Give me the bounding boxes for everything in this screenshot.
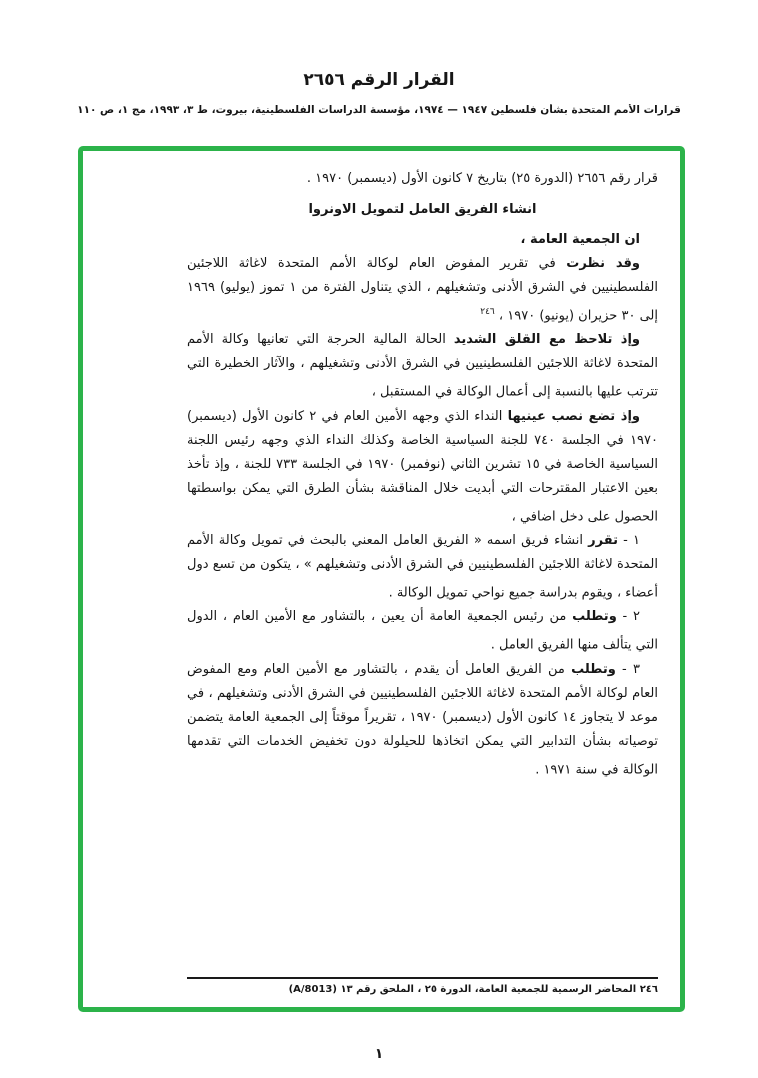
paragraph (187, 658, 658, 782)
paragraph-number: ١ - (617, 532, 640, 548)
paragraph-lead: تقرر (588, 532, 618, 548)
source-citation: قرارات الأمم المتحدة بشأن فلسطين ١٩٤٧ — ١٩٧٤، مؤسسة الدراسات الفلسطينية، بيروت، ط ٣، ١٩٩٣، مج ١، ص ١١٠ (77, 104, 681, 116)
paragraph-text: في تقرير المفوض العام لوكالة الأمم المتحدة لاغاثة اللاجئين الفلسطينيين في الشرق الأدنى وتشغيلهم ، الذي يتناول الفترة من ١ تموز (يوليو) ١٩٦٩ إلى ٣٠ حزيران (يونيو) ١٩٧٠ ، (187, 256, 658, 324)
paragraph-number: ٣ - (615, 661, 640, 677)
paragraph-number: ٢ - (616, 609, 640, 625)
resolution-heading: انشاء الفريق العامل لتمويل الاونروا (308, 202, 537, 217)
paragraph (187, 328, 658, 404)
paragraph-text: انشاء فريق اسمه « الفريق العامل المعني بالبحث في تمويل وكالة الأمم المتحدة لاغاثة اللاجئين الفلسطينيين في الشرق الأدنى وتشغيلهم » ، يتكون من تسع دول أعضاء ، ويقوم بدراسة جميع نواحي تمويل الوكالة . (187, 532, 658, 601)
paragraph (187, 405, 658, 529)
footnote: ٢٤٦ المحاضر الرسمية للجمعية العامة، الدورة ٢٥ ، الملحق رقم ١٣ (A/8013) (288, 984, 658, 995)
paragraph-lead: وتطلب (571, 661, 616, 677)
resolution-content-box (78, 146, 685, 1012)
resolution-opening: قرار رقم ٢٦٥٦ (الدورة ٢٥) بتاريخ ٧ كانون الأول (ديسمبر) ١٩٧٠ . (306, 171, 658, 186)
paragraph-text: النداء الذي وجهه الأمين العام في ٢ كانون الأول (ديسمبر) ١٩٧٠ في الجلسة ٧٤٠ للجنة السياسية الخاصة وكذلك النداء الذي وجهه رئيس اللجنة السياسية الخاصة في ١٥ تشرين الثاني (نوفمبر) ١٩٧٠ في الجلسة ٧٣٣ للجنة ، وإذ تأخذ بعين الاعتبار المقترحات التي أبديت خلال المناقشة بشأن الطرق التي يمكن بواسطتها الحصول على دخل اضافي ، (187, 408, 658, 524)
paragraph-lead: وإذ تضع نصب عينيها (507, 408, 641, 424)
paragraph (187, 605, 658, 657)
paragraph-lead: وإذ تلاحظ مع القلق الشديد (453, 332, 640, 348)
resolution-text (187, 167, 658, 782)
paragraph-lead: وتطلب (572, 609, 617, 625)
footnote-block (187, 977, 658, 995)
paragraph-text: من رئيس الجمعية العامة أن يعين ، بالتشاور مع الأمين العام ، الدول التي يتألف منها الفريق العامل . (187, 609, 658, 653)
page-number: ١ (374, 1046, 384, 1062)
paragraph-text: من الفريق العامل أن يقدم ، بالتشاور مع الأمين العام ومع المفوض العام لوكالة الأمم المتحدة لاغاثة اللاجئين الفلسطينيين في الشرق الأدنى وتشغيلهم ، في موعد لا يتجاوز ١٤ كانون الأول (ديسمبر) ١٩٧٠ ، تقريراً موقتاً إلى الجمعية العامة يتضمن توصياته بشأن التدابير التي يمكن اتخاذها للحيلولة دون تخفيض الخدمات التي تقدمها الوكالة في سنة ١٩٧١ . (187, 661, 658, 777)
footnote-ref: ٢٤٦ (480, 307, 495, 317)
paragraph (187, 529, 658, 605)
resolution-intro: ان الجمعية العامة ، (520, 232, 640, 247)
document-title: القرار الرقم ٢٦٥٦ (303, 70, 455, 90)
paragraph (187, 252, 658, 328)
paragraph-lead: وقد نظرت (566, 256, 641, 271)
paragraph-text: الحالة المالية الحرجة التي تعانيها وكالة الأمم المتحدة لاغاثة اللاجئين الفلسطينيين في الشرق الأدنى وتشغيلهم ، والآثار الخطيرة التي تترتب عليها بالنسبة إلى أعمال الوكالة في المستقبل ، (187, 332, 658, 400)
